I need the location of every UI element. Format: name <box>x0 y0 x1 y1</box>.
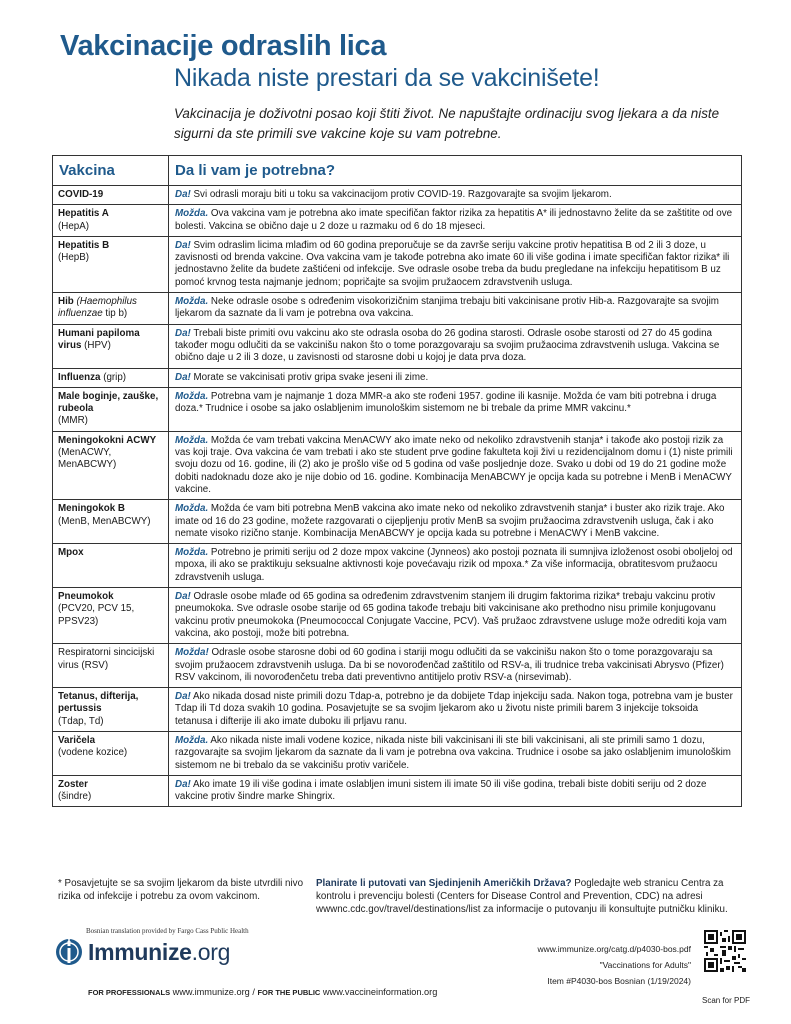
recommendation-lead: Možda. <box>175 390 209 402</box>
logo-suffix: .org <box>191 938 231 965</box>
document-item: Item #P4030-bos Bosnian (1/19/2024) <box>547 976 691 986</box>
page-title: Vakcinacije odraslih lica <box>60 30 387 62</box>
recommendation-lead: Da! <box>175 371 191 383</box>
public-label: FOR THE PUBLIC <box>257 988 321 997</box>
recommendation-text: Možda će vam trebati vakcina MenACWY ako imate neko od nekoliko zdravstvenih stanja* i takođe ako postoji rizik za vas koji traje. Ova vakcina će vam trebati i ako ste student prve godine fakulteta koji živi u rezidencijalnom domu i (1) niste primili svoju dozu od 16. godine, ili (2) ako je prošlo više od 5 godina od vaše posljednje doze. Svako u dobi od 19 do 21 godine može dobiti nadoknadu doze ako je nije dobio od 16. godine. Kombinacija MenABCWY je opcija kada su potrebne i MenB i MenACWY vakcine. <box>175 434 733 495</box>
logo-wordmark <box>88 939 230 966</box>
recommendation-cell <box>169 644 741 687</box>
vaccine-abbreviation: (MenB, MenABCWY) <box>58 515 151 527</box>
professionals-link[interactable]: www.immunize.org <box>172 987 250 997</box>
document-url[interactable]: www.immunize.org/catg.d/p4030-bos.pdf <box>537 944 691 954</box>
recommendation-text: Neke odrasle osobe s određenim visokorizičnim stanjima trebaju biti vakcinisane protiv Hib-a. Razgovarajte sa svojim ljekarom da saznate da li vam je potrebna ova vakcina. <box>175 296 719 320</box>
vaccine-cell <box>53 544 169 587</box>
vaccine-name: Zoster <box>58 778 88 790</box>
vaccine-name: Respiratorni sincicijski virus (RSV) <box>58 647 155 671</box>
vaccine-cell <box>53 500 169 543</box>
recommendation-lead: Možda. <box>175 296 209 308</box>
vaccine-abbreviation: (grip) <box>103 371 127 383</box>
vaccine-cell <box>53 732 169 775</box>
recommendation-cell <box>169 588 741 643</box>
vaccine-abbreviation: (vodene kozice) <box>58 747 128 759</box>
table-row <box>53 644 741 688</box>
table-row <box>53 325 741 369</box>
qr-code-icon[interactable] <box>704 930 746 972</box>
recommendation-text: Potrebna vam je najmanje 1 doza MMR-a ako ste rođeni 1957. godine ili kasnije. Možda će vam biti potrebna i druga doza.* Trudnice i osobe sa jako oslabljenim imunološkim sistemom ne bi trebale da prime MMR vakcinu.* <box>175 390 717 415</box>
table-row <box>53 588 741 644</box>
recommendation-cell <box>169 432 741 499</box>
vaccine-name: Male boginje, zauške, rubeola <box>58 390 159 415</box>
vaccine-cell <box>53 186 169 204</box>
intro-text: Vakcinacija je doživotni posao koji štiti život. Ne napuštajte ordinaciju svog ljekara a da niste sigurni da ste primili sve vakcine koje su vam potrebne. <box>174 106 720 141</box>
vaccine-name: Meningokokni ACWY <box>58 434 157 446</box>
table-row <box>53 388 741 432</box>
recommendation-text: Morate se vakcinisati protiv gripa svake jeseni ili zime. <box>190 371 429 383</box>
vaccine-abbreviation: (MMR) <box>58 415 88 427</box>
vaccine-name: Influenza <box>58 371 101 383</box>
table-row <box>53 544 741 588</box>
recommendation-lead: Možda! <box>175 647 209 659</box>
recommendation-cell <box>169 388 741 431</box>
recommendation-text: Svim odraslim licima mlađim od 60 godina preporučuje se da završe seriju vakcine protiv hepatitisa B od 2 ili 3 doze, u zavisnosti od brenda vakcine. Ova vakcina vam je takođe potrebna ako imate 60 ili više godina i imate specifičan faktor rizika* ili jednostavno želite da budete zaštićeni od infekcije. Sve odrasle osobe treba da budu pregledane na infekciju hepatitisom B uz pomoć krvnog testa najmanje jednom; popričajte sa svojim pružaocem zdravstvenih usluga. <box>175 239 730 288</box>
vaccine-name: Hib <box>58 296 74 308</box>
vaccine-abbreviation: (HepA) <box>58 220 90 232</box>
footer-links <box>88 987 437 997</box>
vaccine-cell <box>53 644 169 687</box>
vaccine-abbreviation: (HPV) <box>84 339 111 351</box>
travel-note-text: Pogledajte web stranicu Centra za kontrolu i prevenciju bolesti (Centers for Disease Control and Prevention, CDC) na adresi wwwnc.cdc.gov/travel/destinations/list za informacije o putovanju ili konsultujte putničku kliniku. <box>316 878 728 915</box>
document-info <box>537 941 691 989</box>
table-row <box>53 237 741 293</box>
col-header-vaccine: Vakcina <box>53 156 169 185</box>
vaccine-cell <box>53 293 169 324</box>
recommendation-cell <box>169 369 741 387</box>
vaccine-cell <box>53 205 169 236</box>
vaccine-cell <box>53 688 169 731</box>
recommendation-text: Možda će vam biti potrebna MenB vakcina ako imate neko od nekoliko zdravstvenih stanja* i buster ako rizik traje. Ako imate od 16 do 23 godine, možete razgovarati o cijepljenju protiv MenB sa svojim pružaocima zdravstvenih usluga, čak i ako nemate visoko rizično stanje. Kombinacija MenABCWY je opcija kada su potrebne i MenACWY i MenB vakcine. <box>175 503 725 539</box>
recommendation-text: Svi odrasli moraju biti u toku sa vakcinacijom protiv COVID-19. Razgovarajte sa svojim ljekarom. <box>190 189 612 200</box>
logo-main: Immunize <box>88 938 192 965</box>
vaccine-name: Humani papiloma virus <box>58 327 140 351</box>
recommendation-cell <box>169 237 741 292</box>
recommendation-lead: Možda. <box>175 503 209 515</box>
recommendation-cell <box>169 186 741 204</box>
vaccine-abbreviation: (PCV20, PCV 15, PPSV23) <box>58 603 135 627</box>
vaccine-abbreviation: (HepB) <box>58 252 90 264</box>
immunize-logo[interactable] <box>54 937 230 967</box>
vaccine-cell <box>53 388 169 431</box>
vaccine-name: Tetanus, difterija, pertussis <box>58 691 139 715</box>
travel-note <box>316 877 746 916</box>
footer-separator: / <box>252 987 255 997</box>
recommendation-lead: Možda. <box>175 208 209 220</box>
document-title: "Vaccinations for Adults" <box>599 960 691 970</box>
vaccine-name: Hepatitis A <box>58 208 109 220</box>
recommendation-lead: Da! <box>175 327 191 339</box>
recommendation-text: Trebali biste primiti ovu vakcinu ako ste odrasla osoba do 26 godina starosti. Odrasle osobe starosti od 27 do 45 godina također mogu odlučiti da se vakcinišu nakon što o tome porazgovaraju sa svojim pružaocima zdravstvenih usluga. Vakcina se obično daje u 2 ili 3 doze, u zavisnosti od starosne dobi u kojoj je data prva doza. <box>175 327 720 364</box>
scan-label: Scan for PDF <box>702 996 751 1005</box>
recommendation-cell <box>169 776 741 807</box>
recommendation-lead: Da! <box>175 239 191 251</box>
vaccine-abbreviation: (MenACWY, MenABCWY) <box>58 447 117 471</box>
vaccine-name: Pneumokok <box>58 591 114 603</box>
table-row <box>53 369 741 388</box>
vaccine-cell <box>53 432 169 499</box>
recommendation-cell <box>169 325 741 368</box>
table-row <box>53 186 741 205</box>
vaccine-name: Meningokok B <box>58 503 125 515</box>
syringe-globe-icon <box>54 937 84 967</box>
recommendation-cell <box>169 688 741 731</box>
vaccine-cell <box>53 325 169 368</box>
recommendation-text: Odrasle osobe mlađe od 65 godina sa određenim zdravstvenim stanjem ili drugim faktorima rizika* trebaju vakcinu protiv pneumokoka. Sve odrasle osobe starije od 65 godina takođe trebaju biti vakcinisane ako prethodno nisu primile konjugovanu vakcinu protiv pneumokoka (Pneumococcal Conjugate Vaccine, PCV). Vaš pružaoc zdravstvene usluge može odrediti koja vam vakcina, ako postoji, može biti potrebna. <box>175 591 727 639</box>
vaccine-name: Varičela <box>58 734 96 746</box>
vaccine-cell <box>53 237 169 292</box>
recommendation-lead: Da! <box>175 189 191 200</box>
vaccine-table <box>52 155 742 807</box>
recommendation-text: Ako nikada dosad niste primili dozu Tdap-a, potrebno je da dobijete Tdap injekciju sada. Nakon toga, potrebna vam je buster Tdap ili Td doza svakih 10 godina. Posavjetujte se sa svojim ljekarom ako u životu niste primili barem 3 injekcije toksoida tetanusa i difterije ili ako imate duboku ili prljavu ranu. <box>175 691 733 727</box>
table-row <box>53 293 741 325</box>
recommendation-lead: Možda. <box>175 547 209 559</box>
table-row <box>53 432 741 500</box>
page-subtitle: Nikada niste prestari da se vakcinišete! <box>174 64 600 92</box>
recommendation-cell <box>169 500 741 543</box>
recommendation-cell <box>169 293 741 324</box>
vaccine-name: COVID-19 <box>58 189 104 200</box>
vaccine-abbreviation: (Tdap, Td) <box>58 715 104 727</box>
table-header <box>53 156 741 186</box>
recommendation-lead: Da! <box>175 691 191 703</box>
vaccine-cell <box>53 776 169 807</box>
col-header-need: Da li vam je potrebna? <box>175 162 336 179</box>
vaccine-cell <box>53 588 169 643</box>
recommendation-text: Ako imate 19 ili više godina i imate oslabljen imuni sistem ili imate 50 ili više godina, trebali biste dobiti seriju od 2 doze vakcine protiv šindre marke Shingrix. <box>175 778 707 803</box>
recommendation-text: Ako nikada niste imali vodene kozice, nikada niste bili vakcinisani ili ste bili vakcinisani, ali ste primili samo 1 dozu, razgovarajte sa svojim ljekarom da saznate da li vam je potrebna ova vakcina. Trudnice i osobe sa jako oslabljenim imunološkim sistemom ne bi trebalo da se vakcinišu protiv varičele. <box>175 734 731 771</box>
footnote: * Posavjetujte se sa svojim ljekarom da biste utvrdili nivo rizika od infekcije i potrebu za ovom vakcinom. <box>58 878 304 902</box>
table-row <box>53 776 741 807</box>
recommendation-text: Odrasle osobe starosne dobi od 60 godina i stariji mogu odlučiti da se vakcinišu nakon što o tome porazgovaraju sa svojim pružaocem zdravstvenih usluga. Da bi se novorođenčad zaštitilo od RSV-a, ili trudnice treba vakcinisati Abrysvo (Pfizer) RSV vakcinom, ili novorođenčetu treba dati preventivno antitijelo protiv RSV-a (nirsevimab). <box>175 647 724 683</box>
vaccine-cell <box>53 369 169 387</box>
vaccine-name: Mpox <box>58 547 84 559</box>
public-link[interactable]: www.vaccineinformation.org <box>322 987 438 997</box>
travel-note-heading: Planirate li putovati van Sjedinjenih Američkih Država? <box>316 878 572 889</box>
recommendation-lead: Možda. <box>175 434 209 446</box>
recommendation-cell <box>169 732 741 775</box>
recommendation-text: Potrebno je primiti seriju od 2 doze mpox vakcine (Jynneos) ako postoji poznata ili sumnjiva izloženost osobi oboljeloj od mpoxa, ili ako se praktikuju seksualne aktivnosti koje povećavaju rizik od mpoxa.* Za više informacija, obratitesvom pružaocu zdravstvenih usluga. <box>175 547 733 583</box>
professionals-label: FOR PROFESSIONALS <box>88 988 171 997</box>
table-row <box>53 500 741 544</box>
translation-credit: Bosnian translation provided by Fargo Cass Public Health <box>86 927 249 935</box>
recommendation-text: Ova vakcina vam je potrebna ako imate specifičan faktor rizika za hepatitis A* ili jednostavno želite da se zaštitite od ove bolesti. Vakcina se obično daje u 2 doze u razmaku od 6 do 18 mjeseci. <box>175 208 733 232</box>
recommendation-cell <box>169 544 741 587</box>
vaccine-name: Hepatitis B <box>58 239 110 251</box>
table-row <box>53 688 741 732</box>
table-row <box>53 732 741 776</box>
vaccine-latin-name: (Haemophilus influenzae <box>58 296 137 320</box>
recommendation-lead: Da! <box>175 591 191 603</box>
vaccine-abbreviation: (šindre) <box>58 791 92 803</box>
recommendation-lead: Da! <box>175 778 191 790</box>
recommendation-lead: Možda. <box>175 734 209 746</box>
table-row <box>53 205 741 237</box>
vaccine-abbreviation: tip b) <box>105 308 128 320</box>
recommendation-cell <box>169 205 741 236</box>
